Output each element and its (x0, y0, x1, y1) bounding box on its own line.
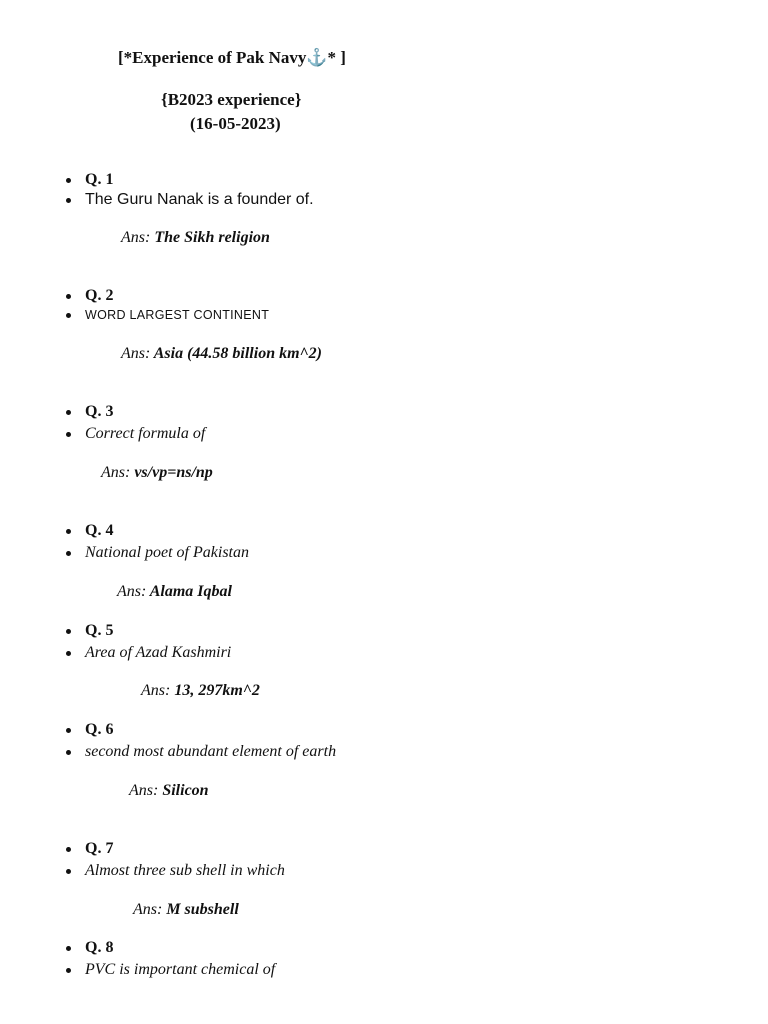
bullet-icon (66, 198, 71, 203)
question-1-label-item (66, 171, 113, 189)
answer-1 (121, 229, 270, 247)
bullet-icon (66, 410, 71, 415)
bullet-icon (66, 178, 71, 183)
question-label: Q. 8 (85, 939, 114, 956)
question-8-text-item (66, 961, 275, 979)
question-6-text-item (66, 743, 336, 761)
bullet-icon (66, 946, 71, 951)
bullet-icon (66, 294, 71, 299)
question-label: Q. 6 (85, 721, 114, 738)
answer-text: The Sikh religion (154, 229, 270, 246)
bullet-icon (66, 529, 71, 534)
question-text: Correct formula of (85, 425, 206, 442)
answer-label: Ans: (133, 901, 163, 918)
answer-label: Ans: (121, 229, 151, 246)
bullet-icon (66, 869, 71, 874)
answer-label: Ans: (101, 464, 131, 481)
answer-text: 13, 297km^2 (174, 682, 260, 699)
answer-text: vs/vp=ns/np (134, 464, 213, 481)
bullet-icon (66, 432, 71, 437)
question-2-text-item (66, 308, 269, 322)
question-text: Area of Azad Kashmiri (85, 644, 232, 661)
answer-4 (117, 583, 232, 601)
question-2-label-item (66, 287, 113, 305)
question-6-label-item (66, 721, 113, 739)
answer-text: Silicon (162, 782, 209, 799)
question-8-label-item (66, 939, 113, 957)
question-7-label-item (66, 840, 113, 858)
question-label: Q. 1 (85, 171, 114, 188)
answer-text: M subshell (166, 901, 239, 918)
bullet-icon (66, 651, 71, 656)
question-1-text-item (66, 191, 314, 209)
answer-2 (121, 345, 322, 363)
answer-label: Ans: (117, 583, 147, 600)
question-3-label-item (66, 403, 113, 421)
question-text: National poet of Pakistan (85, 544, 249, 561)
question-4-text-item (66, 544, 249, 562)
answer-label: Ans: (141, 682, 171, 699)
question-label: Q. 7 (85, 840, 114, 857)
answer-7 (133, 901, 239, 919)
question-text: Almost three sub shell in which (85, 862, 285, 879)
bullet-icon (66, 313, 71, 318)
document-subtitle: {B2023 experience} (161, 90, 302, 109)
question-text: The Guru Nanak is a founder of. (85, 191, 314, 208)
answer-6 (129, 782, 209, 800)
question-label: Q. 5 (85, 622, 114, 639)
question-4-label-item (66, 522, 113, 540)
bullet-icon (66, 551, 71, 556)
answer-label: Ans: (121, 345, 151, 362)
bullet-icon (66, 847, 71, 852)
question-3-text-item (66, 425, 205, 443)
answer-5 (141, 682, 260, 700)
question-text: PVC is important chemical of (85, 961, 276, 978)
bullet-icon (66, 968, 71, 973)
question-text: second most abundant element of earth (85, 743, 337, 760)
bullet-icon (66, 728, 71, 733)
answer-3 (101, 464, 213, 482)
bullet-icon (66, 629, 71, 634)
answer-extra-text: (44.58 billion km^2) (187, 345, 322, 362)
question-label: Q. 4 (85, 522, 114, 539)
question-5-text-item (66, 644, 231, 662)
answer-label: Ans: (129, 782, 159, 799)
question-5-label-item (66, 622, 113, 640)
question-7-text-item (66, 862, 285, 880)
bullet-icon (66, 750, 71, 755)
answer-text: Alama Iqbal (149, 583, 232, 600)
document-date: (16-05-2023) (190, 114, 281, 133)
document-title: [*Experience of Pak Navy⚓* ] (118, 48, 346, 67)
question-label: Q. 3 (85, 403, 114, 420)
question-label: Q. 2 (85, 287, 114, 304)
answer-text: Asia (153, 345, 184, 362)
question-text: WORD LARGEST CONTINENT (85, 308, 270, 322)
